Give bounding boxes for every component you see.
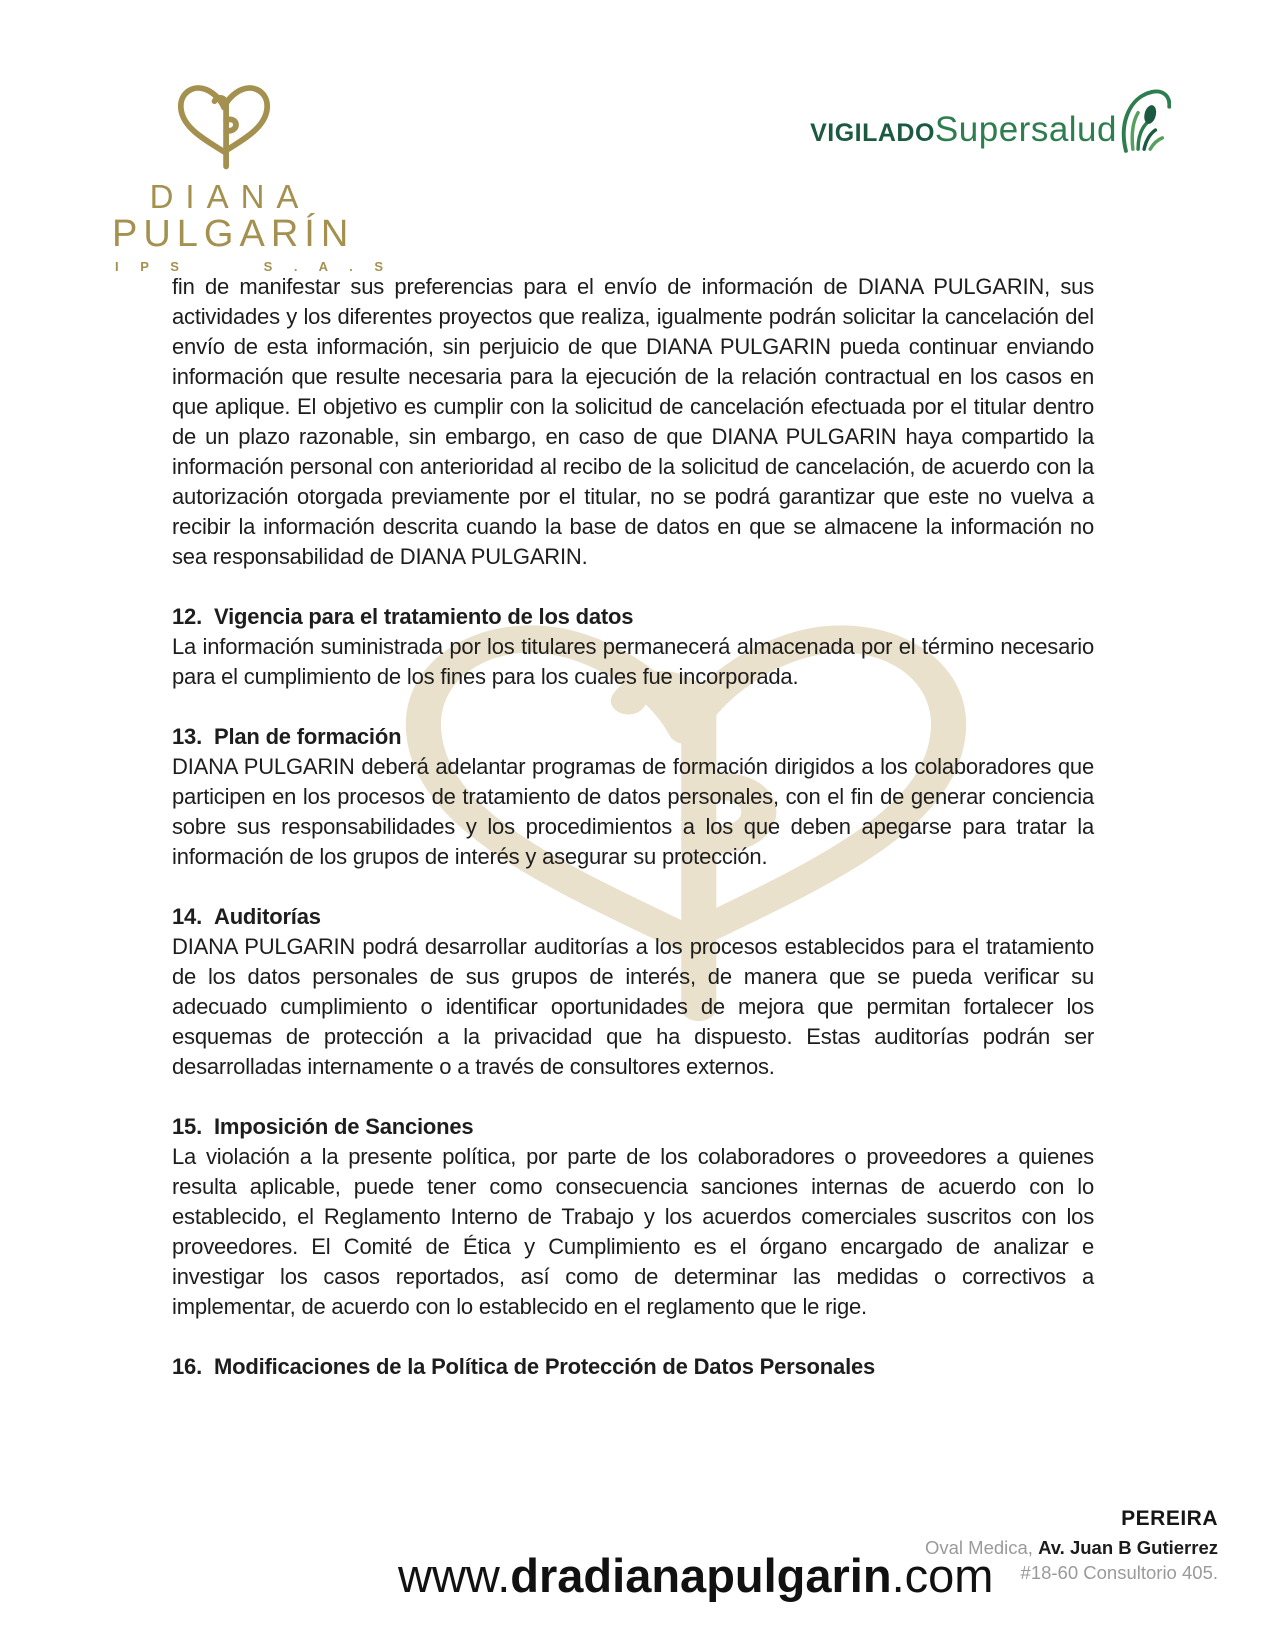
brand-name-pulgarin: PULGARÍN [112,213,355,255]
city-label: PEREIRA [1121,1507,1218,1530]
section-14-heading [172,902,1094,932]
section-13 [172,722,1094,872]
section-12-number: 12. [172,604,202,629]
section-14-number: 14. [172,904,202,929]
supersalud-leaf-icon [1119,88,1171,160]
intro-paragraph: fin de manifestar sus preferencias para el envío de información de DIANA PULGARIN, sus actividades y los diferentes proyectos que realiza, igualmente podrán solicitar la cancelación del envío de esta información, sin perjuicio de que DIANA PULGARIN pueda continuar enviando información que resulte necesaria para la ejecución de la relación contractual en los casos en que aplique. El objetivo es cumplir con la solicitud de cancelación efectuada por el titular dentro de un plazo razonable, sin embargo, en caso de que DIANA PULGARIN haya compartido la información personal con anterioridad al recibo de la solicitud de cancelación, de acuerdo con la autorización otorgada previamente por el titular, no se podrá garantizar que este no vuelva a recibir la información descrita cuando la base de datos en que se almacene la información no sea responsabilidad de DIANA PULGARIN. [172,274,1094,569]
section-14-body: DIANA PULGARIN podrá desarrollar auditorías a los procesos establecidos para el tratamiento de los datos personales de sus grupos de interés, de manera que se pueda verificar su adecuado cumplimiento o identificar oportunidades de mejora que permitan fortalecer los esquemas de protección a la privacidad que ha dispuesto. Estas auditorías podrán ser desarrolladas internamente o a través de consultores externos. [172,934,1094,1079]
section-16 [172,1352,1094,1382]
heart-monogram-icon [165,78,283,178]
section-12-title: Vigencia para el tratamiento de los datos [214,604,634,629]
website-tld: .com [891,1549,994,1602]
vigilado-label: VIGILADO [810,119,935,147]
section-13-number: 13. [172,724,202,749]
section-13-heading [172,722,1094,752]
section-16-number: 16. [172,1354,202,1379]
brand-name-diana: DIANA [149,178,311,215]
section-12-heading [172,602,1094,632]
section-14 [172,902,1094,1082]
section-12-body: La información suministrada por los titulares permanecerá almacenada por el término necesario para el cumplimiento de los fines para los cuales fue incorporada. [172,634,1094,689]
brand-ips-sas: I P S S . A . S [115,259,393,274]
section-16-title: Modificaciones de la Política de Protección de Datos Personales [214,1354,876,1379]
website-domain: dradianapulgarin [510,1549,892,1602]
section-13-title: Plan de formación [214,724,402,749]
address-light-part: Oval Medica, [924,1537,1039,1558]
section-15 [172,1112,1094,1322]
section-14-title: Auditorías [214,904,321,929]
supersalud-logo [810,88,1171,160]
section-13-body: DIANA PULGARIN deberá adelantar programas de formación dirigidos a los colaboradores que participen en los procesos de tratamiento de datos personales, con el fin de generar conciencia sobre sus responsabilidades y los procedimientos a los que deben apegarse para tratar la información de los grupos de interés y asegurar su protección. [172,754,1094,869]
supersalud-label: Supersalud [934,110,1117,149]
section-15-body: La violación a la presente política, por parte de los colaboradores o proveedores a quienes resulta aplicable, puede tener como consecuencia sanciones internas de acuerdo con lo establecido, el Reglamento Interno de Trabajo y los acuerdos comerciales suscritos con los proveedores. El Comité de Ética y Cumplimiento es el órgano encargado de analizar e investigar los casos reportados, así como de determinar las medidas o correctivos a implementar, de acuerdo con lo establecido en el reglamento que le rige. [172,1144,1094,1319]
brand-logo [106,78,393,278]
address-block [925,1506,1218,1585]
policy-text-column [172,272,1094,1382]
section-16-heading [172,1352,1094,1382]
address-bold-part: Av. Juan B Gutierrez [1038,1537,1218,1558]
section-15-heading [172,1112,1094,1142]
address-line-1 [925,1535,1218,1560]
section-15-title: Imposición de Sanciones [214,1114,474,1139]
address-line-2: #18-60 Consultorio 405. [1020,1562,1218,1583]
website-prefix: www. [398,1549,511,1602]
section-15-number: 15. [172,1114,202,1139]
website-url [398,1548,993,1603]
section-12 [172,602,1094,692]
